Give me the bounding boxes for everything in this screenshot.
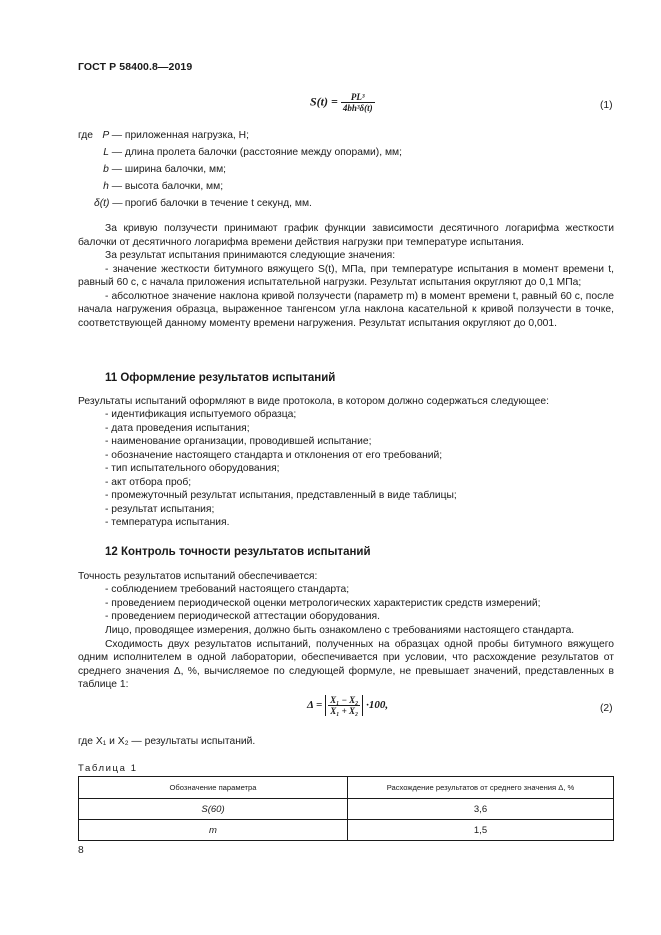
formula-2-numerator: X₁ − X₂ [330, 695, 359, 705]
definition-item: δ(t) — прогиб балочки в течение t секунд, мм. [94, 198, 312, 209]
formula-2-number: (2) [600, 703, 613, 714]
results-table [78, 776, 614, 841]
table-cell: m [79, 820, 348, 841]
formula-2-absolute [325, 695, 363, 716]
list-item: - промежуточный результат испытания, представленный в виде таблицы; [105, 490, 457, 501]
table-header: Расхождение результатов от среднего значения Δ, % [348, 777, 614, 799]
list-item: - акт отбора проб; [105, 476, 192, 488]
definition-item: b — ширина балочки, мм; [103, 164, 227, 175]
table-header: Обозначение параметра [79, 777, 348, 799]
definition-item: h — высота балочки, мм; [103, 181, 224, 192]
formula-2 [307, 695, 388, 716]
formula-2-rhs: ·100, [366, 699, 389, 712]
section-12-list [105, 583, 541, 624]
list-item: - дата проведения испытания; [105, 422, 250, 434]
table-cell: S(60) [79, 799, 348, 820]
list-item: - обозначение настоящего стандарта и отклонения от его требований; [105, 449, 443, 461]
formula-2-fraction [328, 695, 360, 716]
table-row [79, 820, 614, 841]
where-label: где [78, 130, 94, 141]
where-results-text: где X₁ и X₂ — результаты испытаний. [78, 736, 256, 747]
section-12-intro: Точность результатов испытаний обеспечивается: [78, 571, 318, 582]
list-item: - наименование организации, проводившей испытание; [105, 436, 372, 447]
definition-item: L — длина пролета балочки (расстояние между опорами), мм; [103, 147, 402, 158]
list-item: - идентификация испытуемого образца; [105, 409, 297, 420]
formula-1-lhs: S(t) = [310, 94, 338, 109]
table-cell: 3,6 [348, 799, 614, 820]
formula-2-lhs: Δ = [307, 699, 323, 712]
formula-2-denominator: X₁ + X₂ [330, 706, 359, 716]
formula-1-numerator: PL³ [341, 92, 375, 103]
list-item: - соблюдением требований настоящего стандарта; [105, 584, 350, 595]
definition-item: P — приложенная нагрузка, Н; [102, 130, 249, 141]
creep-curve-text: За кривую ползучести принимают график функции зависимости десятичного логарифма жесткости балочки от десятичного логарифма времени действия нагрузки при температуре испытания. За результат испытания принимаются следующие значения: - значение жесткости битумного вяжущего S(t), МПа, при температуре испытания в момент времени t, равный 60 с, с начала приложения испытательной нагрузки. Результат испытания округляют до 0,1 МПа; - абсолютное значение наклона кривой ползучести (параметр m) в момент времени t, равный 60 с, после начала нагружения образца, выраженное тангенсом угла наклона касательной к кривой ползучести в точке, соответствующей данному моменту времени нагружения. Результат испытания округляют до 0,001. [78, 223, 614, 329]
list-item: - тип испытательного оборудования; [105, 463, 280, 474]
list-item: - результат испытания; [105, 503, 215, 515]
section-11-title: 11 Оформление результатов испытаний [105, 372, 336, 384]
list-item: - температура испытания. [105, 517, 230, 528]
table-caption: Таблица 1 [78, 763, 138, 774]
page-number: 8 [78, 845, 84, 856]
formula-1 [310, 92, 375, 113]
table-row [79, 799, 614, 820]
section-11-intro: Результаты испытаний оформляют в виде протокола, в котором должно содержаться следующее: [78, 396, 549, 407]
section-12-text: Лицо, проводящее измерения, должно быть ознакомлено с требованиями настоящего стандарта. Сходимость двух результатов испытаний, полученных на образцах одной пробы битумного вяжущего одним исполнителем в одной лаборатории, обеспечивается при условии, что расхождение результатов от среднего значения Δ, %, вычисляемое по следующей формуле, не превышает значений, представленных в таблице 1: [78, 625, 614, 690]
list-item: - проведением периодической аттестации оборудования. [105, 611, 380, 622]
formula-1-fraction [341, 92, 375, 113]
table-cell: 1,5 [348, 820, 614, 841]
section-11-list [105, 408, 457, 530]
table-header-row [79, 777, 614, 799]
list-item: - проведением периодической оценки метрологических характеристик средств измерений; [105, 597, 541, 609]
formula-1-denominator: 4bh³δ(t) [342, 103, 373, 113]
section-12-title: 12 Контроль точности результатов испытаний [105, 546, 371, 558]
formula-1-number: (1) [600, 100, 613, 111]
document-header: ГОСТ Р 58400.8—2019 [78, 61, 193, 73]
